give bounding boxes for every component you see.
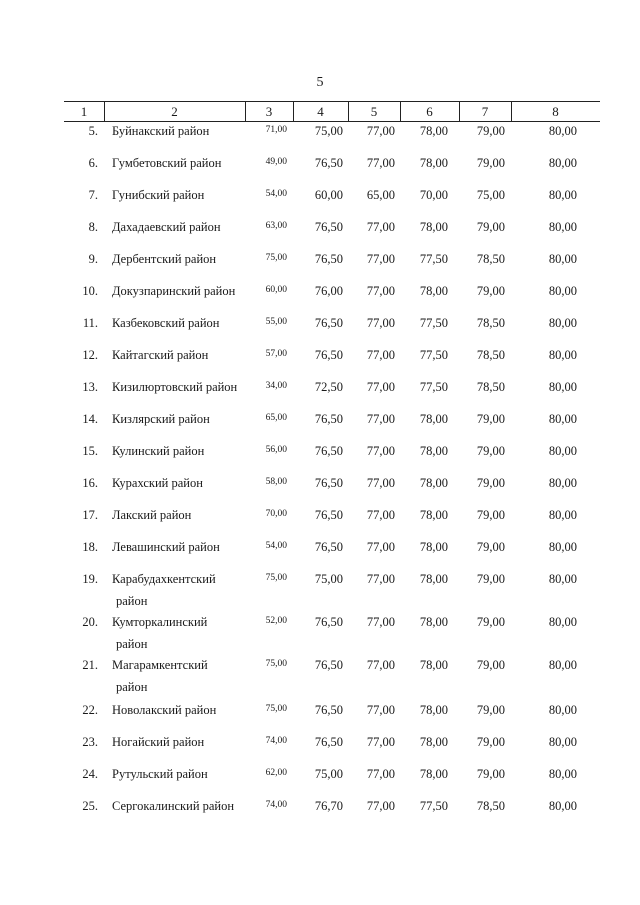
col-6-value: 78,00 xyxy=(419,572,448,586)
col-3-value: 74,00 xyxy=(265,736,287,746)
col-8-value: 80,00 xyxy=(548,767,577,781)
district-name: Кумторкалинский xyxy=(112,615,208,629)
district-name: Казбековский район xyxy=(112,316,220,330)
col-4-value: 76,50 xyxy=(314,735,343,749)
header-col-6: 6 xyxy=(426,104,433,119)
col-5-value: 77,00 xyxy=(366,156,395,170)
col-3-value: 54,00 xyxy=(265,541,287,551)
table-row xyxy=(0,124,640,144)
col-8-value: 80,00 xyxy=(548,799,577,813)
col-8-value: 80,00 xyxy=(548,188,577,202)
col-6-value: 78,00 xyxy=(419,658,448,672)
header-col-3: 3 xyxy=(265,104,273,119)
row-number: 17. xyxy=(82,508,98,522)
col-3-value: 75,00 xyxy=(265,704,287,714)
table-row xyxy=(0,615,640,651)
col-5-value: 77,00 xyxy=(366,658,395,672)
district-name-cont: район xyxy=(116,680,148,694)
row-number: 18. xyxy=(82,540,98,554)
row-number: 23. xyxy=(82,735,98,749)
header-col-5: 5 xyxy=(370,104,378,119)
col-8-value: 80,00 xyxy=(548,703,577,717)
table-row xyxy=(0,380,640,400)
col-5-value: 77,00 xyxy=(366,444,395,458)
col-3-value: 56,00 xyxy=(265,445,287,455)
col-7-value: 78,50 xyxy=(476,252,505,266)
table-row xyxy=(0,767,640,787)
row-number: 25. xyxy=(82,799,98,813)
col-4-value: 76,50 xyxy=(314,658,343,672)
col-8-value: 80,00 xyxy=(548,156,577,170)
col-5-value: 77,00 xyxy=(366,767,395,781)
header-col-4: 4 xyxy=(317,104,324,119)
row-number: 15. xyxy=(82,444,98,458)
row-number: 11. xyxy=(82,316,98,330)
row-number: 9. xyxy=(88,252,98,266)
col-3-value: 75,00 xyxy=(265,253,287,263)
col-6-value: 78,00 xyxy=(419,735,448,749)
table-row xyxy=(0,316,640,336)
table-row xyxy=(0,658,640,694)
col-7-value: 79,00 xyxy=(476,444,505,458)
col-8-value: 80,00 xyxy=(548,572,577,586)
table-row xyxy=(0,284,640,304)
col-7-value: 79,00 xyxy=(476,508,505,522)
col-7-value: 79,00 xyxy=(476,615,505,629)
col-6-value: 78,00 xyxy=(419,767,448,781)
row-number: 12. xyxy=(82,348,98,362)
col-6-value: 78,00 xyxy=(419,508,448,522)
district-name: Гумбетовский район xyxy=(112,156,222,170)
col-3-value: 49,00 xyxy=(265,157,287,167)
col-8-value: 80,00 xyxy=(548,508,577,522)
col-4-value: 76,50 xyxy=(314,348,343,362)
district-name-cont: район xyxy=(116,594,148,608)
col-5-value: 77,00 xyxy=(366,615,395,629)
col-6-value: 77,50 xyxy=(419,316,448,330)
table-row xyxy=(0,252,640,272)
district-name: Новолакский район xyxy=(112,703,217,717)
header-col-7: 7 xyxy=(481,104,489,119)
col-4-value: 60,00 xyxy=(314,188,343,202)
col-5-value: 77,00 xyxy=(366,735,395,749)
district-name: Курахский район xyxy=(112,476,203,490)
col-7-value: 78,50 xyxy=(476,348,505,362)
header-col-8: 8 xyxy=(552,104,559,119)
row-number: 10. xyxy=(82,284,98,298)
district-name: Сергокалинский район xyxy=(112,799,235,813)
col-7-value: 79,00 xyxy=(476,412,505,426)
col-7-value: 79,00 xyxy=(476,540,505,554)
row-number: 6. xyxy=(88,156,98,170)
row-number: 22. xyxy=(82,703,98,717)
col-4-value: 76,00 xyxy=(314,284,343,298)
table-row xyxy=(0,799,640,819)
row-number: 24. xyxy=(82,767,98,781)
col-5-value: 77,00 xyxy=(366,703,395,717)
district-name: Лакский район xyxy=(112,508,192,522)
col-4-value: 75,00 xyxy=(314,572,343,586)
col-8-value: 80,00 xyxy=(548,124,577,138)
col-3-value: 62,00 xyxy=(265,768,287,778)
col-3-value: 75,00 xyxy=(265,573,287,583)
col-4-value: 75,00 xyxy=(314,767,343,781)
col-7-value: 79,00 xyxy=(476,767,505,781)
col-5-value: 77,00 xyxy=(366,316,395,330)
col-8-value: 80,00 xyxy=(548,220,577,234)
col-4-value: 76,50 xyxy=(314,220,343,234)
col-4-value: 76,70 xyxy=(314,799,343,813)
district-name: Дахадаевский район xyxy=(112,220,221,234)
col-7-value: 78,50 xyxy=(476,380,505,394)
col-5-value: 77,00 xyxy=(366,412,395,426)
table-row xyxy=(0,156,640,176)
col-3-value: 65,00 xyxy=(265,413,287,423)
district-name: Дербентский район xyxy=(112,252,217,266)
col-4-value: 76,50 xyxy=(314,444,343,458)
col-3-value: 34,00 xyxy=(265,381,287,391)
col-8-value: 80,00 xyxy=(548,540,577,554)
district-name: Левашинский район xyxy=(112,540,220,554)
col-3-value: 70,00 xyxy=(265,509,287,519)
col-4-value: 76,50 xyxy=(314,615,343,629)
page-number: 5 xyxy=(316,75,324,90)
col-6-value: 78,00 xyxy=(419,156,448,170)
col-3-value: 55,00 xyxy=(265,317,287,327)
row-number: 14. xyxy=(82,412,98,426)
district-name: Докузпаринский район xyxy=(112,284,236,298)
col-3-value: 52,00 xyxy=(265,616,287,626)
header-col-1: 1 xyxy=(80,104,88,119)
col-6-value: 77,50 xyxy=(419,252,448,266)
district-name: Кизлярский район xyxy=(112,412,210,426)
col-8-value: 80,00 xyxy=(548,735,577,749)
district-name-cont: район xyxy=(116,637,148,651)
col-6-value: 70,00 xyxy=(419,188,448,202)
district-name: Кайтагский район xyxy=(112,348,209,362)
district-name: Ногайский район xyxy=(112,735,205,749)
col-5-value: 65,00 xyxy=(366,188,395,202)
col-7-value: 79,00 xyxy=(476,658,505,672)
col-6-value: 78,00 xyxy=(419,615,448,629)
col-6-value: 78,00 xyxy=(419,476,448,490)
col-4-value: 76,50 xyxy=(314,412,343,426)
col-6-value: 78,00 xyxy=(419,220,448,234)
col-3-value: 58,00 xyxy=(265,477,287,487)
table-row xyxy=(0,572,640,608)
district-name: Магарамкентский xyxy=(112,658,208,672)
col-7-value: 78,50 xyxy=(476,316,505,330)
col-5-value: 77,00 xyxy=(366,540,395,554)
col-4-value: 72,50 xyxy=(314,380,343,394)
col-7-value: 79,00 xyxy=(476,703,505,717)
table-header xyxy=(64,101,600,122)
col-6-value: 78,00 xyxy=(419,703,448,717)
row-number: 20. xyxy=(82,615,98,629)
col-8-value: 80,00 xyxy=(548,380,577,394)
col-5-value: 77,00 xyxy=(366,380,395,394)
col-7-value: 75,00 xyxy=(476,188,505,202)
table-row xyxy=(0,735,640,755)
col-8-value: 80,00 xyxy=(548,444,577,458)
col-5-value: 77,00 xyxy=(366,220,395,234)
col-4-value: 76,50 xyxy=(314,508,343,522)
table-row xyxy=(0,444,640,464)
table-row xyxy=(0,476,640,496)
table-row xyxy=(0,412,640,432)
table-row xyxy=(0,703,640,723)
row-number: 5. xyxy=(88,124,98,138)
col-3-value: 74,00 xyxy=(265,800,287,810)
col-5-value: 77,00 xyxy=(366,799,395,813)
col-8-value: 80,00 xyxy=(548,252,577,266)
col-5-value: 77,00 xyxy=(366,284,395,298)
col-4-value: 76,50 xyxy=(314,476,343,490)
col-4-value: 76,50 xyxy=(314,316,343,330)
col-6-value: 78,00 xyxy=(419,412,448,426)
table-row xyxy=(0,540,640,560)
col-8-value: 80,00 xyxy=(548,412,577,426)
district-name: Буйнакский район xyxy=(112,124,210,138)
col-3-value: 60,00 xyxy=(265,285,287,295)
col-7-value: 78,50 xyxy=(476,799,505,813)
district-name: Рутульский район xyxy=(112,767,208,781)
col-5-value: 77,00 xyxy=(366,252,395,266)
col-8-value: 80,00 xyxy=(548,316,577,330)
table-row xyxy=(0,188,640,208)
col-8-value: 80,00 xyxy=(548,615,577,629)
col-3-value: 71,00 xyxy=(265,125,287,135)
header-col-2: 2 xyxy=(171,104,178,119)
col-7-value: 79,00 xyxy=(476,735,505,749)
col-5-value: 77,00 xyxy=(366,348,395,362)
col-3-value: 75,00 xyxy=(265,659,287,669)
col-8-value: 80,00 xyxy=(548,348,577,362)
row-number: 7. xyxy=(88,188,98,202)
col-6-value: 78,00 xyxy=(419,124,448,138)
table-row xyxy=(0,508,640,528)
col-3-value: 57,00 xyxy=(265,349,287,359)
col-8-value: 80,00 xyxy=(548,476,577,490)
col-7-value: 79,00 xyxy=(476,476,505,490)
col-6-value: 77,50 xyxy=(419,799,448,813)
col-5-value: 77,00 xyxy=(366,124,395,138)
col-7-value: 79,00 xyxy=(476,124,505,138)
col-6-value: 78,00 xyxy=(419,444,448,458)
col-4-value: 76,50 xyxy=(314,540,343,554)
col-4-value: 76,50 xyxy=(314,252,343,266)
col-7-value: 79,00 xyxy=(476,156,505,170)
col-6-value: 77,50 xyxy=(419,380,448,394)
col-6-value: 77,50 xyxy=(419,348,448,362)
col-7-value: 79,00 xyxy=(476,572,505,586)
col-5-value: 77,00 xyxy=(366,476,395,490)
col-8-value: 80,00 xyxy=(548,658,577,672)
col-3-value: 63,00 xyxy=(265,221,287,231)
col-5-value: 77,00 xyxy=(366,572,395,586)
col-6-value: 78,00 xyxy=(419,284,448,298)
district-name: Кизилюртовский район xyxy=(112,380,238,394)
row-number: 8. xyxy=(88,220,98,234)
district-name: Карабудахкентский xyxy=(112,572,216,586)
col-4-value: 76,50 xyxy=(314,703,343,717)
row-number: 16. xyxy=(82,476,98,490)
table-row xyxy=(0,348,640,368)
col-7-value: 79,00 xyxy=(476,220,505,234)
col-7-value: 79,00 xyxy=(476,284,505,298)
row-number: 13. xyxy=(82,380,98,394)
table-row xyxy=(0,220,640,240)
col-4-value: 75,00 xyxy=(314,124,343,138)
row-number: 19. xyxy=(82,572,98,586)
col-8-value: 80,00 xyxy=(548,284,577,298)
col-5-value: 77,00 xyxy=(366,508,395,522)
col-6-value: 78,00 xyxy=(419,540,448,554)
col-3-value: 54,00 xyxy=(265,189,287,199)
row-number: 21. xyxy=(82,658,98,672)
district-name: Кулинский район xyxy=(112,444,205,458)
col-4-value: 76,50 xyxy=(314,156,343,170)
district-name: Гунибский район xyxy=(112,188,205,202)
